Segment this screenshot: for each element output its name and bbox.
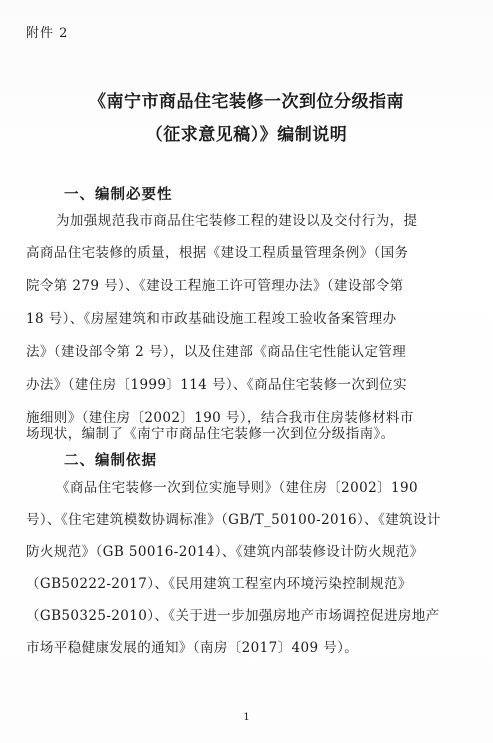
section2-line: 号）、《住宅建筑模数协调标准》（GB/T_50100-2016）、《建筑设计	[26, 512, 441, 528]
section1-line: 18 号）、《房屋建筑和市政基础设施工程竣工验收备案管理办	[26, 311, 397, 327]
attachment-label: 附件 2	[26, 26, 69, 41]
section2-line: 防火规范》（GB 50016-2014）、《建筑内部装修设计防火规范》	[26, 544, 424, 560]
section1-line: 场现状，编制了《南宁市商品住宅装修一次到位分级指南》。	[26, 426, 395, 442]
section2-heading: 二、编制依据	[64, 453, 157, 469]
section2-line: （GB50222-2017）、《民用建筑工程室内环境污染控制规范》	[26, 576, 412, 592]
section2-line: 市场平稳健康发展的通知》（南房〔2017〕409 号）。	[26, 640, 359, 656]
section1-line: 办法》（建住房〔1999〕114 号）、《商品住宅装修一次到位实	[26, 377, 407, 393]
section1-line: 高商品住宅装修的质量，根据《建设工程质量管理条例》（国务	[26, 245, 409, 261]
section1-heading: 一、编制必要性	[64, 187, 173, 203]
section2-line: 《商品住宅装修一次到位实施导则》（建住房〔2002〕190	[56, 480, 418, 496]
section1-line: 法》（建设部令第 2 号），以及住建部《商品住宅性能认定管理	[26, 344, 407, 360]
document-title-line1: 《南宁市商品住宅装修一次到位分级指南	[89, 92, 404, 112]
section1-line: 施细则》（建住房〔2002〕190 号），结合我市住房装修材料市	[26, 410, 414, 426]
page-number: 1	[243, 712, 250, 723]
section2-line: （GB50325-2010）、《关于进一步加强房地产市场调控促进房地产	[26, 608, 440, 624]
section1-line: 为加强规范我市商品住宅装修工程的建设以及交付行为，提	[56, 213, 418, 229]
document-title-line2: （征求意见稿）》编制说明	[145, 125, 348, 145]
section1-line: 院令第 279 号）、《建设工程施工许可管理办法》（建设部令第	[26, 278, 404, 294]
